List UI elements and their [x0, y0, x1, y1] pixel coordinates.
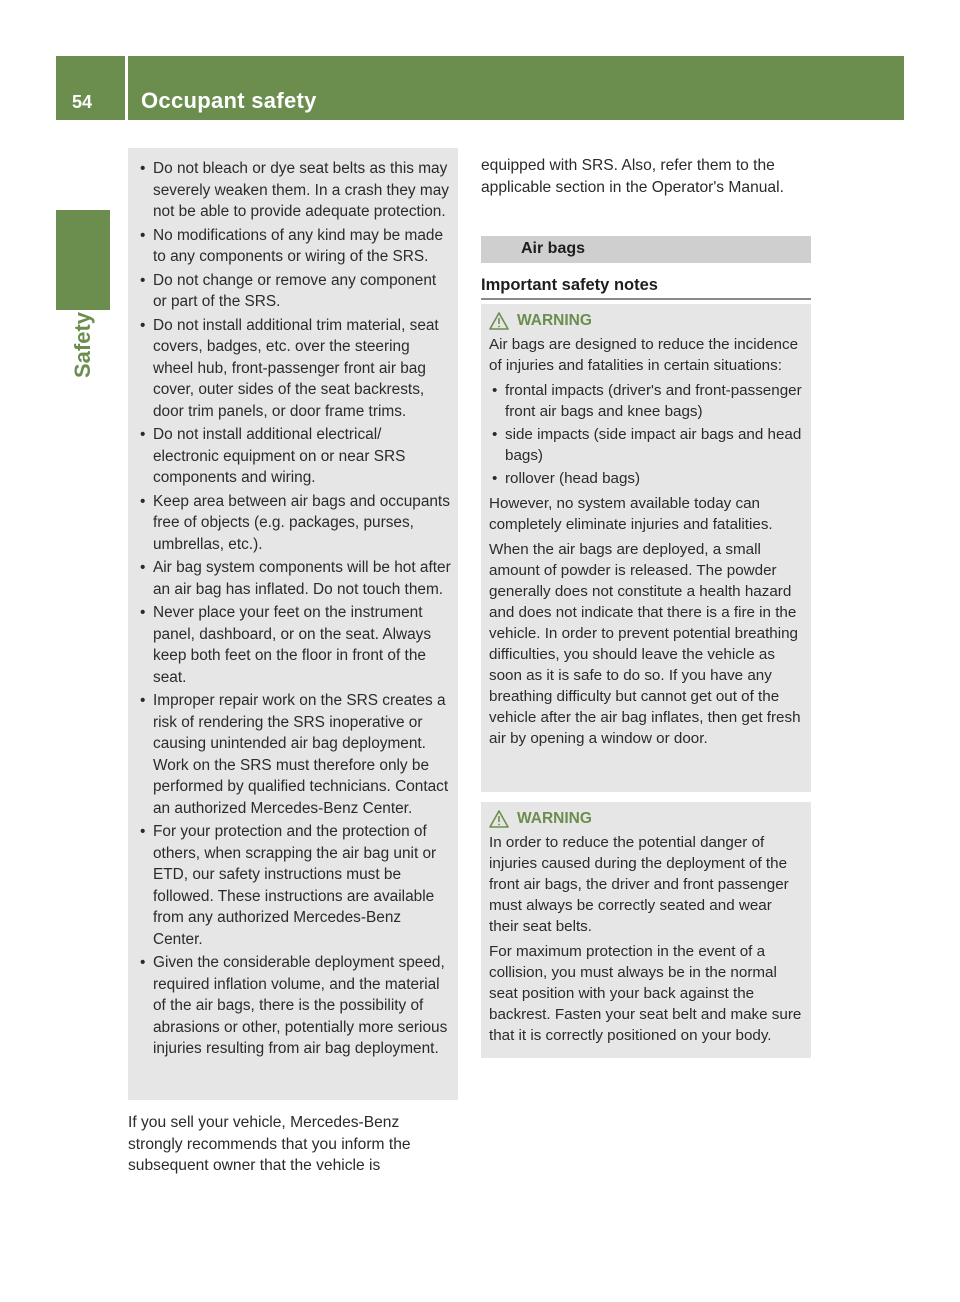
left-bullet-text: Do not change or remove any component or part of the SRS. [153, 271, 437, 310]
bullet-marker: • [140, 559, 146, 576]
side-tab-label: Safety [70, 311, 95, 379]
left-bullet-item [137, 602, 451, 688]
warning-1-bullet-item [489, 468, 805, 489]
bullet-marker: • [140, 226, 146, 244]
warning-triangle-icon [489, 810, 509, 828]
warning-1-bullet-item [489, 380, 805, 422]
warning-2-paragraph-1: In order to reduce the potential danger of injuries caused during the deployment of the front air bags, the driver and front passenger must always be correctly seated and wear their seat belts. [489, 834, 789, 935]
left-bullet-text: For your protection and the protection of others, when scrapping the air bag unit or ETD, our safety instructions must be followed. These instructions are available from any authorized Mercedes-Benz Center. [153, 823, 437, 948]
warning-triangle-icon [489, 312, 509, 330]
left-bullet-item [137, 821, 451, 950]
left-bullet-text: Keep area between air bags and occupants free of objects (e.g. packages, purses, umbrellas, etc.). [153, 492, 450, 553]
left-bullet-item [137, 225, 451, 268]
bullet-marker: • [140, 692, 146, 709]
left-bullet-item [137, 491, 451, 556]
warning-1-label: WARNING [517, 312, 592, 329]
left-bullet-text: Improper repair work on the SRS creates a risk of rendering the SRS inoperative or causing unintended air bag deployment. Work on the SRS must therefore only be performed by qualified technicians. Contact an authorized Mercedes-Benz Center. [153, 692, 449, 817]
bullet-marker: • [140, 954, 146, 971]
warning-1-bullet-text: side impacts (side impact air bags and head bags) [505, 426, 802, 464]
left-bullet-text: Do not install additional electrical/ electronic equipment on or near SRS components and wiring. [153, 426, 406, 486]
left-bullet-text: Do not install additional trim material, seat covers, badges, etc. over the steering wheel hub, front-passenger front air bag cover, outer sides of the seat backrests, door trim panels, or door frame trims. [153, 316, 439, 420]
bullet-marker: • [140, 271, 146, 289]
header-separator [125, 56, 128, 120]
bullet-marker: • [140, 316, 146, 334]
warning-1-paragraph-1: However, no system available today can completely eliminate injuries and fatalities. [489, 495, 773, 533]
bullet-marker: • [140, 604, 146, 621]
warning-1-bullet-list [489, 380, 805, 489]
heading-rule [481, 298, 811, 300]
left-bullet-item [137, 690, 451, 819]
left-bullet-text: Given the considerable deployment speed, required inflation volume, and the material of the air bags, there is the possibility of abrasions or other, potentially more serious injuries resulting from air bag deployment. [153, 954, 448, 1057]
bullet-marker: • [492, 426, 498, 443]
left-bullet-item [137, 270, 451, 313]
page-number: 54 [72, 92, 93, 112]
warning-1-content [489, 312, 805, 753]
warning-2-header [489, 810, 805, 828]
left-bullet-text: Do not bleach or dye seat belts as this may severely weaken them. In a crash they may not be able to provide adequate protection. [153, 160, 449, 220]
bullet-marker: • [140, 160, 146, 177]
warning-1-bullet-text: frontal impacts (driver's and front-passenger front air bags and knee bags) [505, 382, 802, 420]
warning-2-content [489, 810, 805, 1050]
left-bullet-item [137, 557, 451, 600]
right-intro-paragraph: equipped with SRS. Also, refer them to the applicable section in the Operator's Manual. [481, 157, 784, 196]
warning-1-bullet-item [489, 424, 805, 466]
left-bullet-item [137, 158, 451, 223]
bullet-marker: • [140, 492, 146, 510]
left-bullet-text: No modifications of any kind may be made to any components or wiring of the SRS. [153, 226, 444, 265]
warning-1-paragraph-2: When the air bags are deployed, a small amount of powder is released. The powder generally does not constitute a health hazard and does not indicate that there is a fire in the vehicle. In order to prevent potential breathing difficulties, you should leave the vehicle as soon as it is safe to do so. If you have any breathing difficulty but cannot get out of the vehicle after the air bag inflates, then get fresh air by opening a window or door. [489, 541, 801, 747]
warning-2-paragraph-2: For maximum protection in the event of a collision, you must always be in the normal seat position with your back against the backrest. Fasten your seat belt and make sure that it is correctly positioned on your body. [489, 943, 802, 1044]
side-tab-marker [56, 210, 110, 310]
left-bullet-item [137, 952, 451, 1060]
left-bullet-item [137, 315, 451, 423]
warning-1-intro: Air bags are designed to reduce the incidence of injuries and fatalities in certain situations: [489, 336, 799, 374]
bullet-marker: • [140, 823, 146, 840]
left-bullet-text: Air bag system components will be hot after an air bag has inflated. Do not touch them. [153, 559, 451, 598]
bullet-marker: • [492, 382, 498, 399]
warning-2-label: WARNING [517, 810, 592, 827]
section-title: Occupant safety [141, 88, 317, 113]
left-bullet-list [137, 158, 451, 1062]
left-bullet-item [137, 424, 451, 489]
important-safety-notes-heading: Important safety notes [481, 276, 658, 294]
left-paragraph: If you sell your vehicle, Mercedes-Benz strongly recommends that you inform the subsequent owner that the vehicle is [128, 1114, 411, 1174]
warning-1-header [489, 312, 805, 330]
airbags-heading: Air bags [521, 240, 586, 257]
bullet-marker: • [140, 426, 146, 443]
warning-1-bullet-text: rollover (head bags) [505, 470, 641, 487]
bullet-marker: • [492, 470, 498, 487]
left-bullet-text: Never place your feet on the instrument panel, dashboard, or on the seat. Always keep both feet on the floor in front of the seat. [153, 604, 432, 686]
